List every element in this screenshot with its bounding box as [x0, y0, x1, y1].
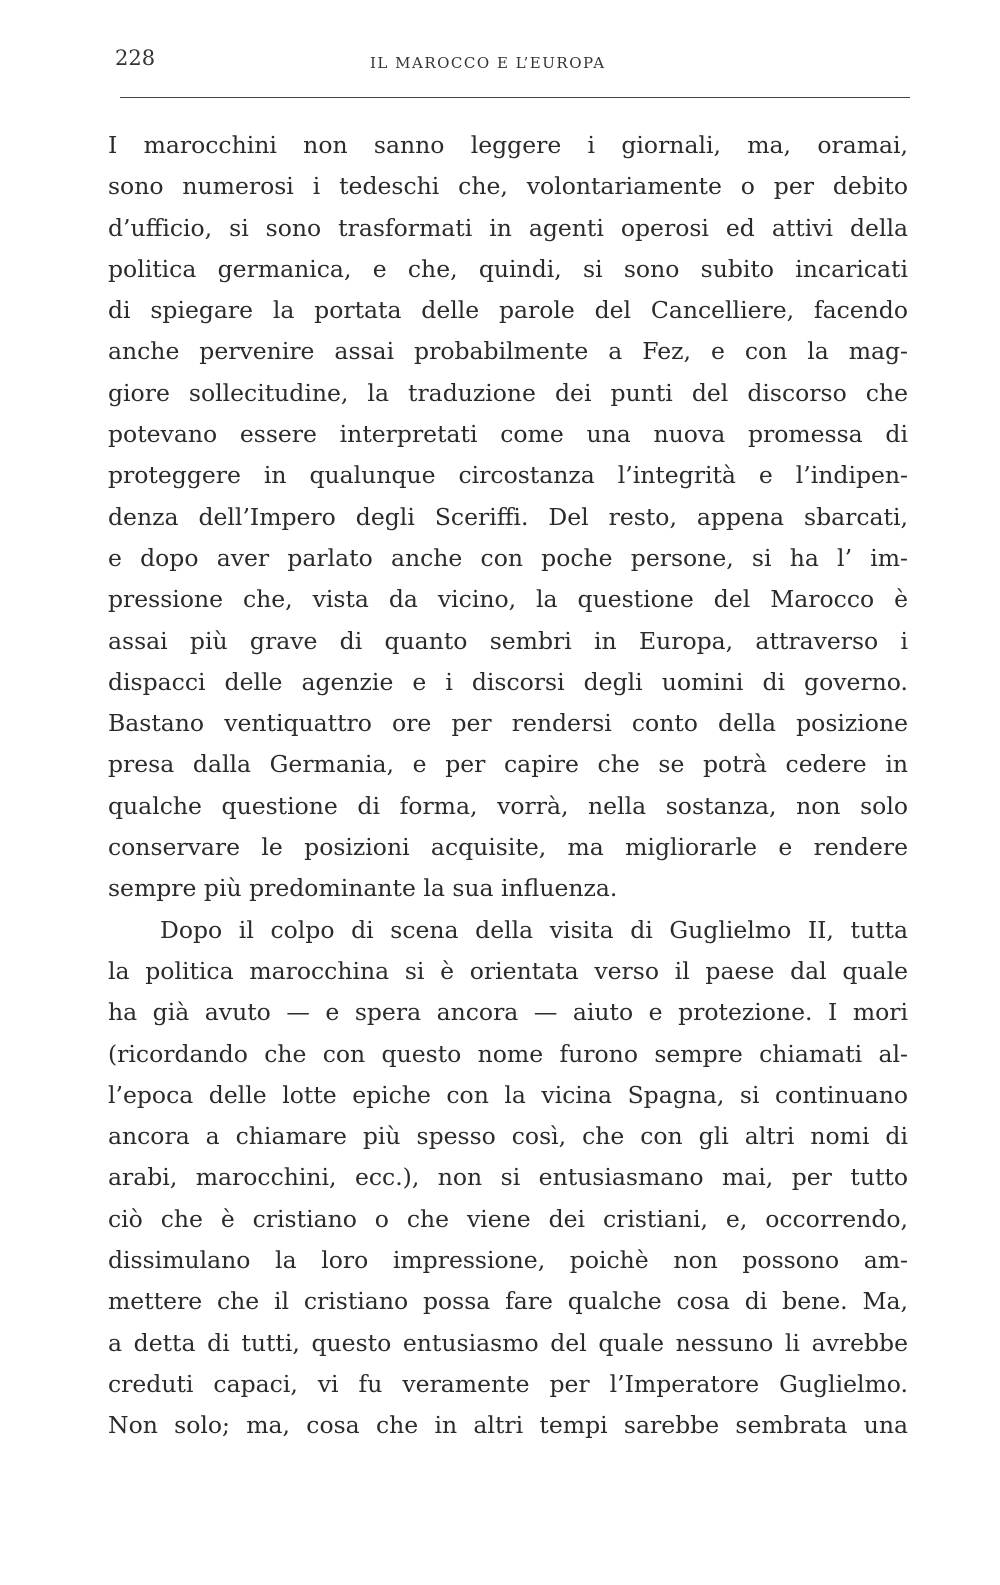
text-line: a detta di tutti, questo entusiasmo del quale nessuno li avrebbe	[108, 1328, 908, 1357]
text-line: I marocchini non sanno leggere i giornali, ma, oramai,	[108, 131, 908, 159]
page-number: 228	[115, 46, 156, 70]
paragraph	[108, 125, 908, 910]
paragraph	[108, 910, 908, 1447]
text-line: ancora a chiamare più spesso così, che con gli altri nomi di	[108, 1122, 908, 1151]
text-line: ha già avuto — e spera ancora — aiuto e protezione. I mori	[108, 998, 908, 1027]
text-line: qualche questione di forma, vorrà, nella sostanza, non solo	[108, 791, 908, 820]
text-line: (ricordando che con questo nome furono sempre chiamati al-	[108, 1039, 908, 1068]
text-line: arabi, marocchini, ecc.), non si entusiasmano mai, per tutto	[108, 1163, 908, 1192]
text-line: proteggere in qualunque circostanza l’integrità e l’indipen-	[108, 461, 908, 490]
text-line: politica germanica, e che, quindi, si sono subito incaricati	[108, 254, 908, 283]
text-line: mettere che il cristiano possa fare qualche cosa di bene. Ma,	[108, 1287, 908, 1316]
body-text	[108, 125, 908, 1447]
text-line: sono numerosi i tedeschi che, volontariamente o per debito	[108, 172, 908, 201]
text-line: ciò che è cristiano o che viene dei cristiani, e, occorrendo,	[108, 1204, 908, 1233]
text-line: l’epoca delle lotte epiche con la vicina Spagna, si continuano	[108, 1080, 908, 1109]
text-line: dispacci delle agenzie e i discorsi degli uomini di governo.	[108, 667, 908, 696]
text-line: creduti capaci, vi fu veramente per l’Imperatore Guglielmo.	[108, 1369, 908, 1398]
running-title: IL MAROCCO E L’EUROPA	[370, 54, 606, 72]
text-line: pressione che, vista da vicino, la questione del Marocco è	[108, 585, 908, 614]
text-line: assai più grave di quanto sembri in Europa, attraverso i	[108, 626, 908, 655]
text-line: d’ufficio, si sono trasformati in agenti operosi ed attivi della	[108, 213, 908, 242]
text-line: presa dalla Germania, e per capire che se potrà cedere in	[108, 750, 908, 779]
text-line: Non solo; ma, cosa che in altri tempi sarebbe sembrata una	[108, 1411, 908, 1440]
text-line: sempre più predominante la sua influenza.	[108, 874, 618, 903]
text-line: dissimulano la loro impressione, poichè non possono am-	[108, 1246, 908, 1275]
text-line: denza dell’Impero degli Sceriffi. Del resto, appena sbarcati,	[108, 502, 908, 531]
text-line: giore sollecitudine, la traduzione dei punti del discorso che	[108, 378, 908, 407]
text-line: Bastano ventiquattro ore per rendersi conto della posizione	[108, 709, 908, 738]
text-line: potevano essere interpretati come una nuova promessa di	[108, 420, 908, 449]
text-line: la politica marocchina si è orientata verso il paese dal quale	[108, 956, 908, 985]
page-header	[115, 46, 905, 86]
text-line: anche pervenire assai probabilmente a Fez, e con la mag-	[108, 337, 908, 366]
text-line: conservare le posizioni acquisite, ma migliorarle e rendere	[108, 833, 908, 862]
text-line: di spiegare la portata delle parole del Cancelliere, facendo	[108, 296, 908, 325]
header-rule	[120, 97, 910, 98]
text-line: Dopo il colpo di scena della visita di Guglielmo II, tutta	[160, 915, 908, 944]
text-line: e dopo aver parlato anche con poche persone, si ha l’ im-	[108, 543, 908, 572]
